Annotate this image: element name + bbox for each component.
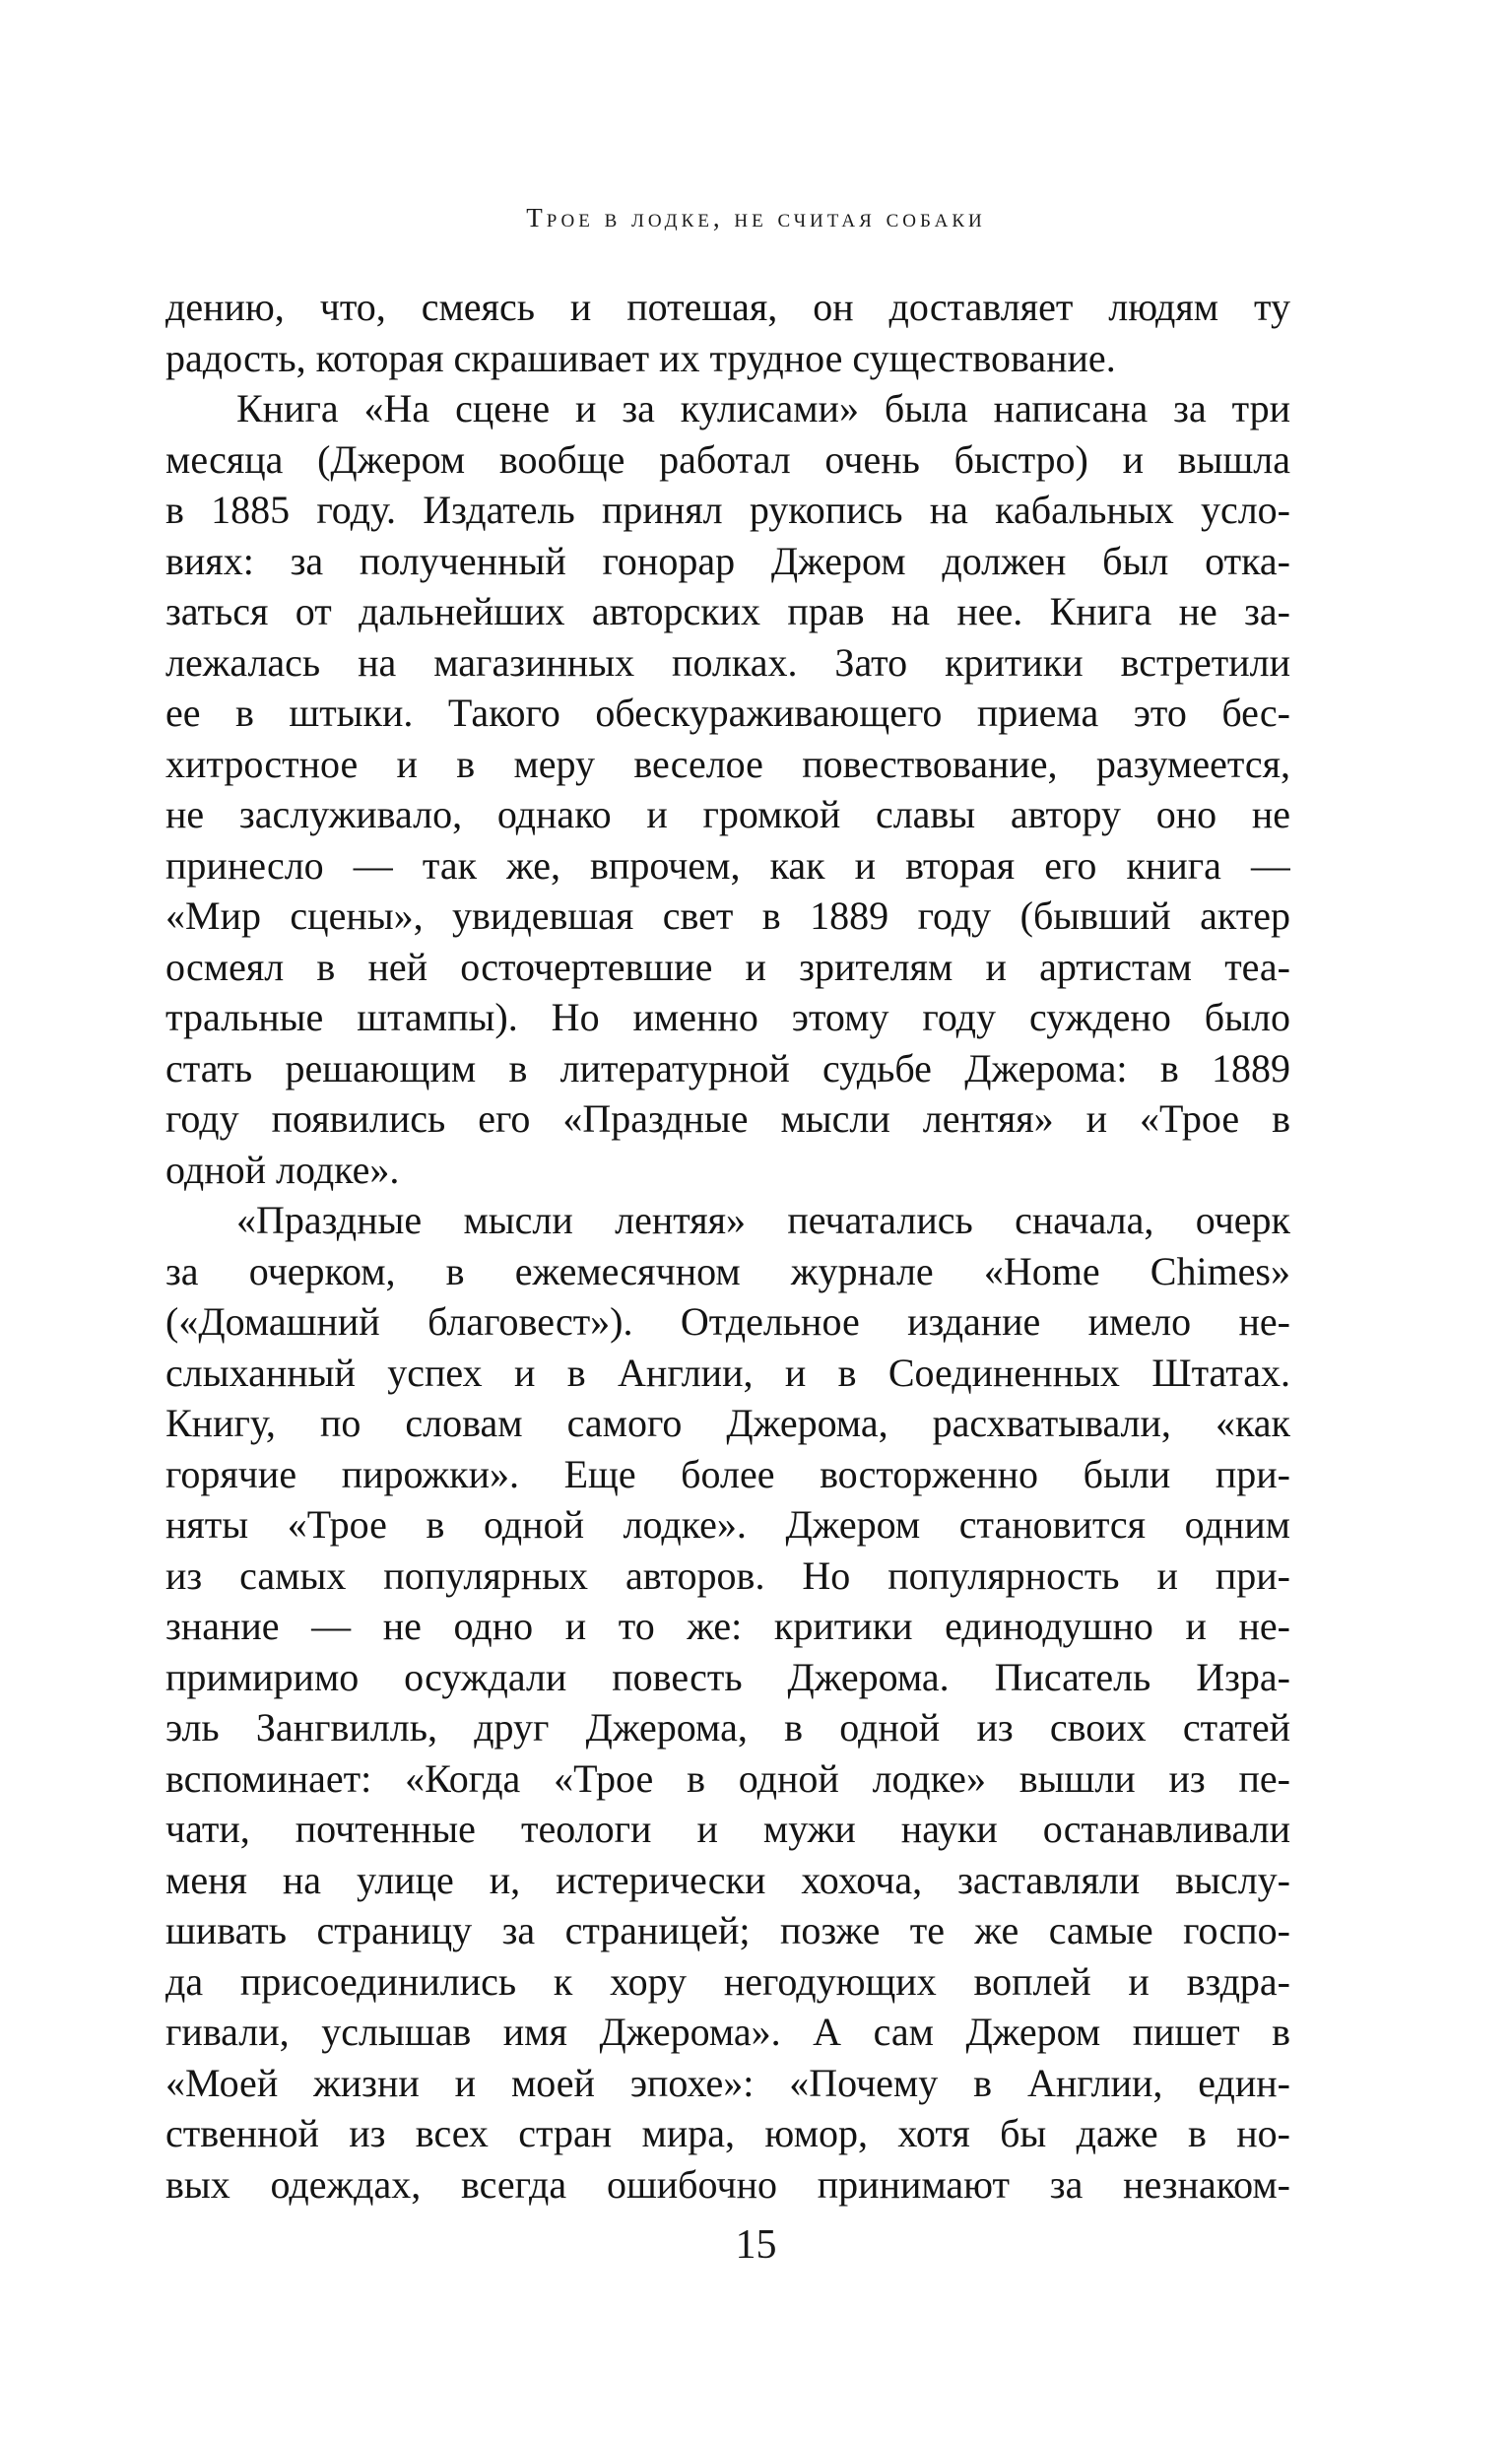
text-line: («Домашний благовест»). Отдельное издание имело не-: [165, 1299, 1290, 1344]
text-line: горячие пирожки». Еще более восторженно были при-: [165, 1451, 1290, 1496]
text-line: няты «Трое в одной лодке». Джером становится одним: [165, 1502, 1290, 1547]
text-line: примиримо осуждали повесть Джерома. Писатель Изра-: [165, 1654, 1290, 1699]
text-line: эль Зангвилль, друг Джерома, в одной из своих статей: [165, 1705, 1290, 1750]
body-text: [165, 282, 1290, 2210]
text-line: не заслуживало, однако и громкой славы автору оно не: [165, 792, 1290, 836]
text-line: месяца (Джером вообще работал очень быстро) и вышла: [165, 436, 1290, 482]
text-line: да присоединились к хору негодующих воплей и вздра-: [165, 1958, 1290, 2004]
text-line: стать решающим в литературной судьбе Джерома: в 1889: [165, 1045, 1290, 1090]
text-line: дению, что, смеясь и потешая, он доставляет людям ту: [165, 285, 1290, 329]
page-number: 15: [735, 2222, 777, 2268]
text-line: Книга «На сцене и за кулисами» была написана за три: [236, 386, 1290, 430]
text-line: шивать страницу за страницей; позже те же самые госпо-: [165, 1908, 1290, 1952]
text-line: ственной из всех стран мира, юмор, хотя бы даже в но-: [165, 2111, 1290, 2155]
text-line: Книгу, по словам самого Джерома, расхватывали, «как: [165, 1401, 1290, 1445]
running-head: Трое в лодке, не считая собаки: [526, 203, 986, 232]
text-line: тральные штампы). Но именно этому году суждено было: [165, 995, 1290, 1039]
text-line: вых одеждах, всегда ошибочно принимают за незнаком-: [165, 2161, 1290, 2207]
text-line: ее в штыки. Такого обескураживающего приема это бес-: [165, 691, 1290, 735]
text-line: «Мир сцены», увидевшая свет в 1889 году (бывший актер: [165, 893, 1290, 938]
text-line: из самых популярных авторов. Но популярность и при-: [165, 1552, 1290, 1598]
text-line: «Праздные мысли лентяя» печатались сначала, очерк: [236, 1198, 1290, 1242]
text-line: за очерком, в ежемесячном журнале «Home Chimes»: [165, 1248, 1290, 1293]
text-line: слыханный успех и в Англии, и в Соединенных Штатах.: [165, 1350, 1290, 1395]
text-line: осмеял в ней осточертевшие и зрителям и артистам теа-: [165, 944, 1290, 989]
text-line: радость, которая скрашивает их трудное существование.: [165, 335, 1116, 380]
text-line: хитростное и в меру веселое повествование, разумеется,: [165, 741, 1290, 786]
text-line: меня на улице и, истерически хохоча, заставляли выслу-: [165, 1857, 1290, 1902]
text-line: принесло — так же, впрочем, как и вторая его книга —: [165, 842, 1290, 888]
text-line: одной лодке».: [165, 1147, 400, 1192]
text-line: заться от дальнейших авторских прав на нее. Книга не за-: [165, 589, 1290, 633]
text-line: в 1885 году. Издатель принял рукопись на кабальных усло-: [165, 488, 1290, 532]
text-line: знание — не одно и то же: критики единодушно и не-: [165, 1604, 1290, 1648]
text-line: гивали, услышав имя Джерома». А сам Джером пишет в: [165, 2010, 1290, 2054]
text-line: лежалась на магазинных полках. Зато критики встретили: [165, 639, 1290, 685]
text-line: «Моей жизни и моей эпохе»: «Почему в Англии, един-: [165, 2060, 1290, 2105]
text-line: чати, почтенные теологи и мужи науки останавливали: [165, 1807, 1290, 1851]
text-line: вспоминает: «Когда «Трое в одной лодке» вышли из пе-: [165, 1755, 1290, 1801]
text-line: виях: за полученный гонорар Джером должен был отка-: [165, 538, 1290, 583]
text-line: году появились его «Праздные мысли лентяя» и «Трое в: [165, 1096, 1290, 1141]
